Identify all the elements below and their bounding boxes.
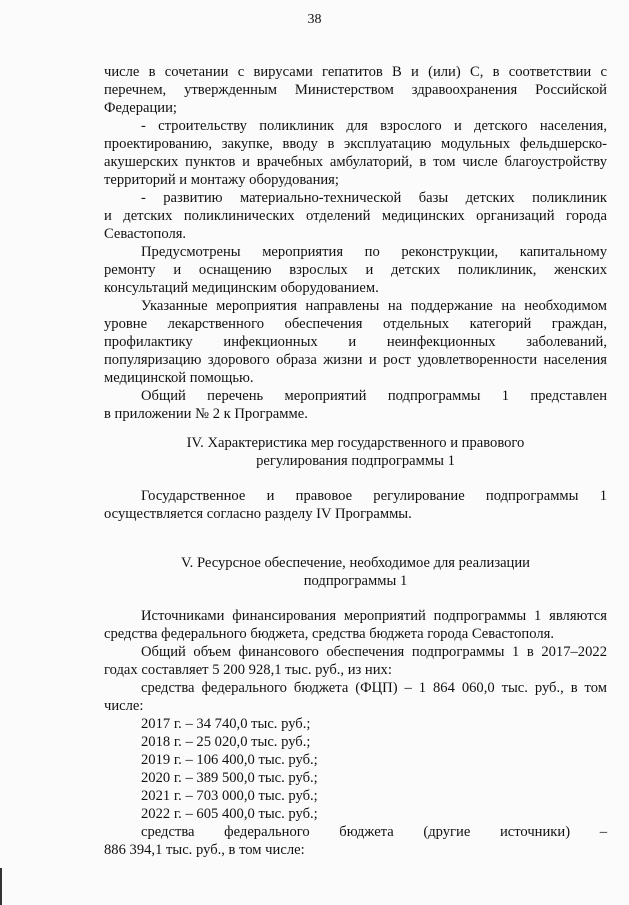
text-line: акушерских пунктов и врачебных амбулаторий, в том числе благоустройству xyxy=(104,154,607,170)
text-line: Источниками финансирования мероприятий подпрограммы 1 являются xyxy=(141,608,607,624)
list-item: 2021 г. – 703 000,0 тыс. руб.; xyxy=(141,788,318,804)
section-title: регулирования подпрограммы 1 xyxy=(256,453,455,469)
text-line: числе: xyxy=(104,698,144,714)
text-line: перечнем, утвержденным Министерством здравоохранения Российской xyxy=(104,82,607,98)
text-line: консультаций медицинским оборудованием. xyxy=(104,280,379,296)
text-line: Общий объем финансового обеспечения подпрограммы 1 в 2017–2022 xyxy=(141,644,607,660)
text-line: Федерации; xyxy=(104,100,177,116)
page-number: 38 xyxy=(307,12,322,27)
text-line: средства федерального бюджета (другие источники) – xyxy=(141,824,607,840)
list-item: 2022 г. – 605 400,0 тыс. руб.; xyxy=(141,806,318,822)
text-line: средства федерального бюджета (ФЦП) – 1 864 060,0 тыс. руб., в том xyxy=(141,680,607,696)
section-title: подпрограммы 1 xyxy=(303,573,408,589)
text-line: Государственное и правовое регулирование подпрограммы 1 xyxy=(141,488,607,504)
text-line: территорий и монтажу оборудования; xyxy=(104,172,339,188)
text-line: проектированию, закупке, вводу в эксплуатацию модульных фельдшерско- xyxy=(104,136,607,152)
list-item: 2018 г. – 25 020,0 тыс. руб.; xyxy=(141,734,311,750)
list-item: 2020 г. – 389 500,0 тыс. руб.; xyxy=(141,770,318,786)
text-line: 886 394,1 тыс. руб., в том числе: xyxy=(104,842,305,858)
text-line: медицинской помощью. xyxy=(104,370,254,386)
text-line: уровне лекарственного обеспечения отдельных категорий граждан, xyxy=(104,316,607,332)
text-line: Указанные мероприятия направлены на поддержание на необходимом xyxy=(141,298,607,314)
text-line: Общий перечень мероприятий подпрограммы 1 представлен xyxy=(141,388,607,404)
text-line: Предусмотрены мероприятия по реконструкции, капитальному xyxy=(141,244,607,260)
text-line: популяризацию здорового образа жизни и рост удовлетворенности населения xyxy=(104,352,607,368)
text-line: средства федерального бюджета, средства бюджета города Севастополя. xyxy=(104,626,554,642)
list-item: 2019 г. – 106 400,0 тыс. руб.; xyxy=(141,752,318,768)
section-title: IV. Характеристика мер государственного и правового xyxy=(186,435,525,451)
text-line: и детских поликлинических отделений медицинских организаций города xyxy=(104,208,607,224)
scan-edge xyxy=(0,868,2,905)
text-line: ремонту и оснащению взрослых и детских поликлиник, женских xyxy=(104,262,607,278)
section-title: V. Ресурсное обеспечение, необходимое для реализации xyxy=(180,555,530,571)
text-line: профилактику инфекционных и неинфекционных заболеваний, xyxy=(104,334,607,350)
text-line: в приложении № 2 к Программе. xyxy=(104,406,308,422)
text-line: Севастополя. xyxy=(104,226,187,242)
list-item: 2017 г. – 34 740,0 тыс. руб.; xyxy=(141,716,311,732)
text-line: числе в сочетании с вирусами гепатитов В и (или) С, в соответствии с xyxy=(104,64,607,80)
text-line: годах составляет 5 200 928,1 тыс. руб., из них: xyxy=(104,662,392,678)
text-line: - строительству поликлиник для взрослого и детского населения, xyxy=(141,118,607,134)
text-line: осуществляется согласно разделу IV Программы. xyxy=(104,506,412,522)
text-line: - развитию материально-технической базы детских поликлиник xyxy=(141,190,607,206)
